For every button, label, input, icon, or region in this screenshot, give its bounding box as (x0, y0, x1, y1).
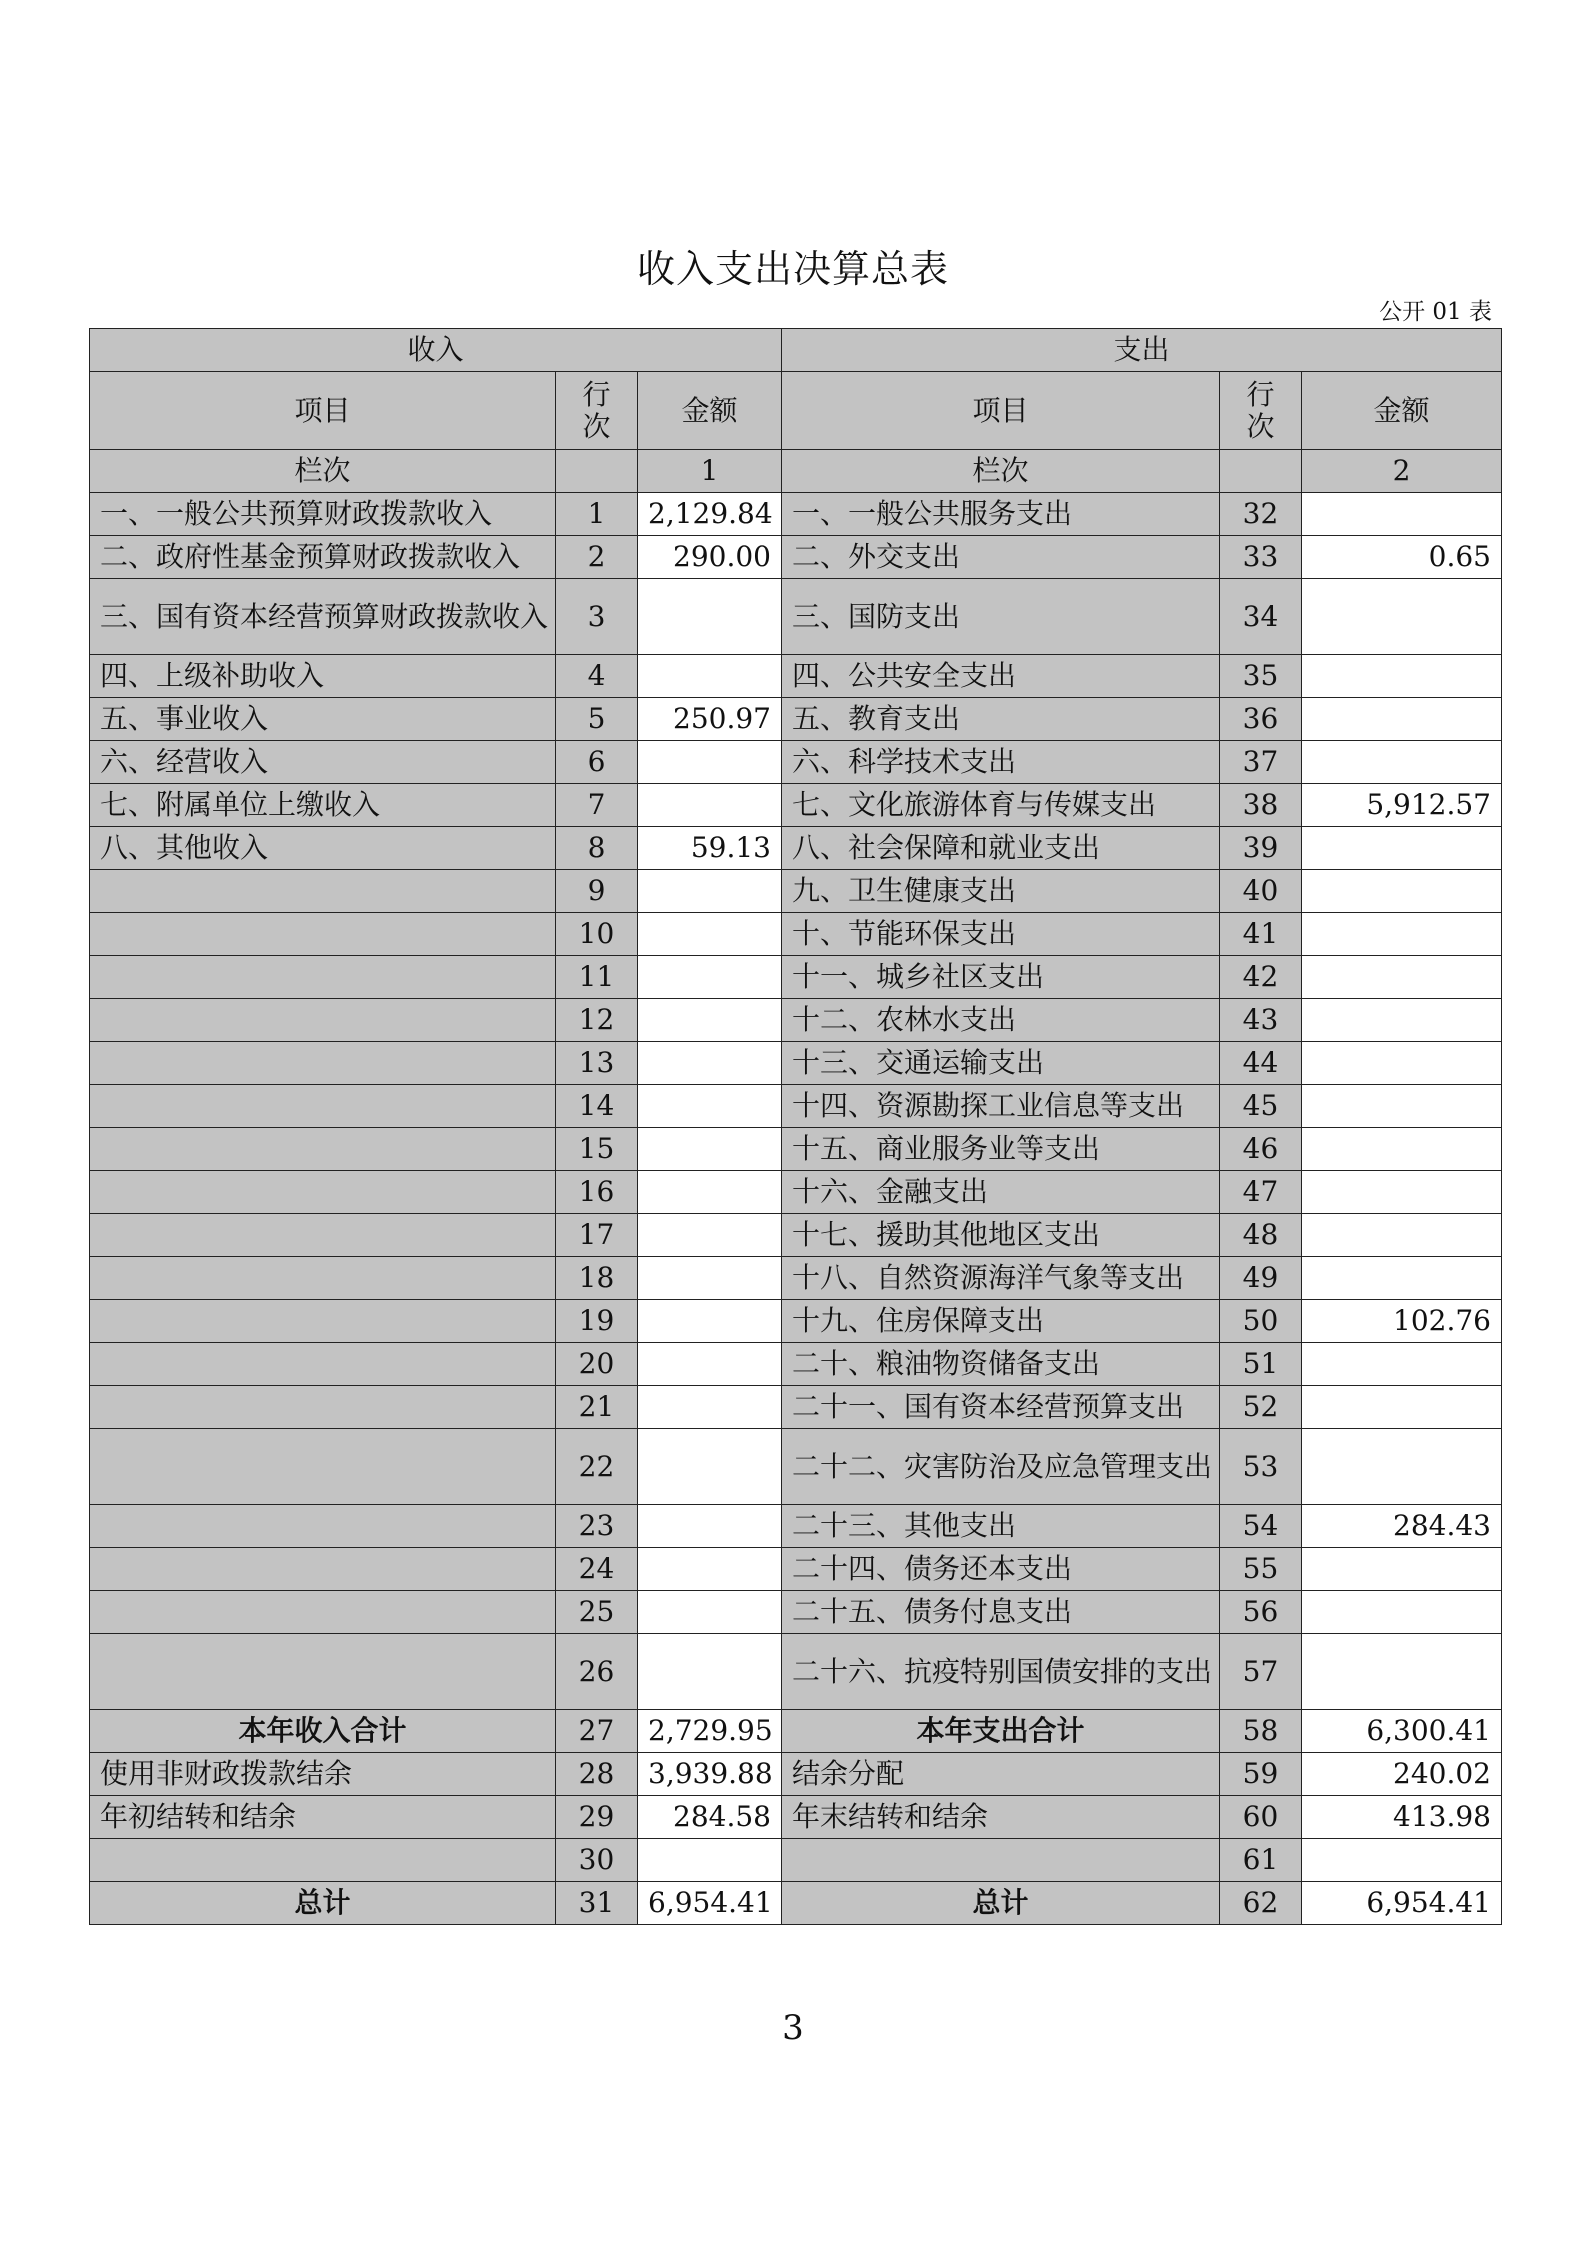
income-row-no: 12 (556, 999, 638, 1042)
income-item: 八、其他收入 (90, 827, 556, 870)
income-item (90, 1548, 556, 1591)
blank-row (90, 1839, 1502, 1882)
grand-total-expense-label: 总计 (782, 1882, 1220, 1925)
expense-amount (1302, 827, 1502, 870)
income-item (90, 1505, 556, 1548)
income-amount: 2,129.84 (638, 493, 782, 536)
grand-total-income-no: 31 (556, 1882, 638, 1925)
expense-amount: 0.65 (1302, 536, 1502, 579)
income-item (90, 1343, 556, 1386)
table-row (90, 655, 1502, 698)
expense-row-no: 49 (1220, 1257, 1302, 1300)
table-row (90, 784, 1502, 827)
income-total-amount: 2,729.95 (638, 1710, 782, 1753)
expense-amount (1302, 1128, 1502, 1171)
table-code: 公开 01 表 (1379, 299, 1492, 325)
expense-row-no: 47 (1220, 1171, 1302, 1214)
income-amount (638, 1085, 782, 1128)
row-no-header-top: 行 (1246, 377, 1275, 411)
section-header-row (90, 329, 1502, 372)
expense-row-no: 43 (1220, 999, 1302, 1042)
table-row (90, 1343, 1502, 1386)
expense-item: 四、公共安全支出 (782, 655, 1220, 698)
expense-item: 六、科学技术支出 (782, 741, 1220, 784)
expense-amount (1302, 655, 1502, 698)
income-row-no: 11 (556, 956, 638, 999)
expense-row-no: 42 (1220, 956, 1302, 999)
table-row (90, 999, 1502, 1042)
expense-row-no: 56 (1220, 1591, 1302, 1634)
income-row-no: 24 (556, 1548, 638, 1591)
non-fiscal-balance-amount: 3,939.88 (638, 1753, 782, 1796)
income-row-no: 7 (556, 784, 638, 827)
expense-amount: 5,912.57 (1302, 784, 1502, 827)
begin-carryover-label: 年初结转和结余 (90, 1796, 556, 1839)
expense-column-number: 2 (1302, 450, 1502, 493)
income-amount (638, 956, 782, 999)
income-item (90, 913, 556, 956)
income-row-no: 14 (556, 1085, 638, 1128)
income-item: 三、国有资本经营预算财政拨款收入 (90, 579, 556, 655)
income-item (90, 999, 556, 1042)
begin-carryover-amount: 284.58 (638, 1796, 782, 1839)
income-row-no: 21 (556, 1386, 638, 1429)
table-row (90, 579, 1502, 655)
expense-item: 二十三、其他支出 (782, 1505, 1220, 1548)
balance-row (90, 1753, 1502, 1796)
expense-amount (1302, 1634, 1502, 1710)
expense-item: 十三、交通运输支出 (782, 1042, 1220, 1085)
income-item: 五、事业收入 (90, 698, 556, 741)
grand-total-income-amount: 6,954.41 (638, 1882, 782, 1925)
end-carryover-no: 60 (1220, 1796, 1302, 1839)
income-total-no: 27 (556, 1710, 638, 1753)
annual-total-row (90, 1710, 1502, 1753)
table-row (90, 913, 1502, 956)
expense-item-header: 项目 (782, 372, 1220, 450)
income-row-no: 10 (556, 913, 638, 956)
expense-row-no: 48 (1220, 1214, 1302, 1257)
table-row (90, 1300, 1502, 1343)
expense-item: 三、国防支出 (782, 579, 1220, 655)
blank-income-amount (638, 1839, 782, 1882)
expense-item: 十九、住房保障支出 (782, 1300, 1220, 1343)
grand-total-expense-amount: 6,954.41 (1302, 1882, 1502, 1925)
income-amount (638, 1042, 782, 1085)
income-item (90, 1386, 556, 1429)
income-item: 六、经营收入 (90, 741, 556, 784)
income-item (90, 1085, 556, 1128)
income-item: 四、上级补助收入 (90, 655, 556, 698)
expense-row-no: 53 (1220, 1429, 1302, 1505)
blank-expense-amount (1302, 1839, 1502, 1882)
income-amount: 290.00 (638, 536, 782, 579)
expense-amount (1302, 1085, 1502, 1128)
expense-amount (1302, 1214, 1502, 1257)
income-amount: 250.97 (638, 698, 782, 741)
carryover-row (90, 1796, 1502, 1839)
expense-amount (1302, 579, 1502, 655)
income-amount (638, 1214, 782, 1257)
table-row (90, 827, 1502, 870)
expense-amount (1302, 698, 1502, 741)
income-amount-header: 金额 (638, 372, 782, 450)
expense-row-no-header (1220, 372, 1302, 450)
income-item (90, 1214, 556, 1257)
expense-item: 十八、自然资源海洋气象等支出 (782, 1257, 1220, 1300)
expense-amount (1302, 1429, 1502, 1505)
surplus-distribution-label: 结余分配 (782, 1753, 1220, 1796)
expense-item: 十六、金融支出 (782, 1171, 1220, 1214)
income-item (90, 1257, 556, 1300)
blank-expense-no: 61 (1220, 1839, 1302, 1882)
income-column-label: 栏次 (90, 450, 556, 493)
expense-item: 二十四、债务还本支出 (782, 1548, 1220, 1591)
income-item (90, 1591, 556, 1634)
table-row (90, 1634, 1502, 1710)
expense-row-no: 41 (1220, 913, 1302, 956)
blank-income-item (90, 1839, 556, 1882)
table-row (90, 956, 1502, 999)
grand-total-row (90, 1882, 1502, 1925)
table-row (90, 1591, 1502, 1634)
expense-column-label: 栏次 (782, 450, 1220, 493)
income-amount (638, 1548, 782, 1591)
expense-row-no: 51 (1220, 1343, 1302, 1386)
table-row (90, 1505, 1502, 1548)
expense-row-no: 39 (1220, 827, 1302, 870)
expense-amount (1302, 870, 1502, 913)
expense-amount (1302, 1548, 1502, 1591)
expense-row-no: 54 (1220, 1505, 1302, 1548)
expense-amount (1302, 913, 1502, 956)
income-row-no: 20 (556, 1343, 638, 1386)
expense-row-no: 57 (1220, 1634, 1302, 1710)
table-row (90, 1085, 1502, 1128)
income-row-no: 3 (556, 579, 638, 655)
income-item (90, 1300, 556, 1343)
income-column-blank (556, 450, 638, 493)
table-row (90, 870, 1502, 913)
expense-item: 十、节能环保支出 (782, 913, 1220, 956)
income-row-no-header (556, 372, 638, 450)
income-row-no: 16 (556, 1171, 638, 1214)
income-row-no: 13 (556, 1042, 638, 1085)
income-item (90, 1429, 556, 1505)
expense-row-no: 52 (1220, 1386, 1302, 1429)
income-row-no: 4 (556, 655, 638, 698)
expense-row-no: 37 (1220, 741, 1302, 784)
income-amount (638, 1300, 782, 1343)
income-amount (638, 1386, 782, 1429)
surplus-distribution-amount: 240.02 (1302, 1753, 1502, 1796)
income-amount (638, 1171, 782, 1214)
expense-item: 二十一、国有资本经营预算支出 (782, 1386, 1220, 1429)
expense-row-no: 35 (1220, 655, 1302, 698)
table-row (90, 1042, 1502, 1085)
expense-item: 二十五、债务付息支出 (782, 1591, 1220, 1634)
expense-amount (1302, 741, 1502, 784)
income-amount (638, 1505, 782, 1548)
expense-item: 七、文化旅游体育与传媒支出 (782, 784, 1220, 827)
income-amount (638, 913, 782, 956)
expense-section-header: 支出 (782, 329, 1502, 372)
expense-item: 二十、粮油物资储备支出 (782, 1343, 1220, 1386)
expense-item: 二十二、灾害防治及应急管理支出 (782, 1429, 1220, 1505)
income-amount (638, 1128, 782, 1171)
page-number: 3 (782, 2008, 804, 2048)
income-item (90, 870, 556, 913)
income-item: 一、一般公共预算财政拨款收入 (90, 493, 556, 536)
totals-body (90, 1710, 1502, 1925)
income-row-no: 9 (556, 870, 638, 913)
income-row-no: 2 (556, 536, 638, 579)
income-row-no: 6 (556, 741, 638, 784)
table-row (90, 536, 1502, 579)
income-amount (638, 784, 782, 827)
expense-row-no: 44 (1220, 1042, 1302, 1085)
income-row-no: 25 (556, 1591, 638, 1634)
expense-item: 十二、农林水支出 (782, 999, 1220, 1042)
income-row-no: 1 (556, 493, 638, 536)
expense-amount (1302, 1591, 1502, 1634)
expense-amount: 284.43 (1302, 1505, 1502, 1548)
income-amount (638, 1591, 782, 1634)
expense-amount (1302, 1171, 1502, 1214)
blank-income-no: 30 (556, 1839, 638, 1882)
income-item (90, 1128, 556, 1171)
expense-amount (1302, 999, 1502, 1042)
expense-amount (1302, 1257, 1502, 1300)
non-fiscal-balance-no: 28 (556, 1753, 638, 1796)
expense-row-no: 40 (1220, 870, 1302, 913)
income-expense-table (89, 328, 1502, 1925)
expense-item: 十四、资源勘探工业信息等支出 (782, 1085, 1220, 1128)
table-row (90, 493, 1502, 536)
income-row-no: 22 (556, 1429, 638, 1505)
expense-item: 十五、商业服务业等支出 (782, 1128, 1220, 1171)
expense-amount: 102.76 (1302, 1300, 1502, 1343)
income-item (90, 1171, 556, 1214)
expense-amount (1302, 493, 1502, 536)
income-row-no: 23 (556, 1505, 638, 1548)
income-row-no: 19 (556, 1300, 638, 1343)
income-item: 二、政府性基金预算财政拨款收入 (90, 536, 556, 579)
income-row-no: 18 (556, 1257, 638, 1300)
income-item (90, 1042, 556, 1085)
expense-item: 二、外交支出 (782, 536, 1220, 579)
income-row-no: 8 (556, 827, 638, 870)
grand-total-expense-no: 62 (1220, 1882, 1302, 1925)
income-row-no: 17 (556, 1214, 638, 1257)
income-amount (638, 1429, 782, 1505)
page-title: 收入支出决算总表 (636, 247, 949, 291)
table-body (90, 329, 1502, 1710)
row-no-header-top: 行 (582, 377, 611, 411)
expense-column-blank (1220, 450, 1302, 493)
expense-item: 二十六、抗疫特别国债安排的支出 (782, 1634, 1220, 1710)
grand-total-income-label: 总计 (90, 1882, 556, 1925)
expense-item: 五、教育支出 (782, 698, 1220, 741)
table-row (90, 1257, 1502, 1300)
expense-row-no: 45 (1220, 1085, 1302, 1128)
expense-item: 八、社会保障和就业支出 (782, 827, 1220, 870)
expense-row-no: 50 (1220, 1300, 1302, 1343)
table-row (90, 1171, 1502, 1214)
expense-row-no: 34 (1220, 579, 1302, 655)
table-row (90, 1214, 1502, 1257)
income-row-no: 5 (556, 698, 638, 741)
expense-amount (1302, 956, 1502, 999)
income-item (90, 1634, 556, 1710)
non-fiscal-balance-label: 使用非财政拨款结余 (90, 1753, 556, 1796)
income-amount (638, 870, 782, 913)
surplus-distribution-no: 59 (1220, 1753, 1302, 1796)
expense-row-no: 33 (1220, 536, 1302, 579)
income-amount (638, 741, 782, 784)
income-amount (638, 579, 782, 655)
column-number-row (90, 450, 1502, 493)
income-amount: 59.13 (638, 827, 782, 870)
expense-item: 十一、城乡社区支出 (782, 956, 1220, 999)
income-row-no: 26 (556, 1634, 638, 1710)
expense-row-no: 55 (1220, 1548, 1302, 1591)
blank-expense-item (782, 1839, 1220, 1882)
income-amount (638, 999, 782, 1042)
income-column-number: 1 (638, 450, 782, 493)
expense-total-label: 本年支出合计 (782, 1710, 1220, 1753)
row-no-header-bottom: 次 (582, 409, 611, 443)
expense-amount (1302, 1386, 1502, 1429)
income-item: 七、附属单位上缴收入 (90, 784, 556, 827)
income-section-header: 收入 (90, 329, 782, 372)
expense-total-amount: 6,300.41 (1302, 1710, 1502, 1753)
expense-item: 十七、援助其他地区支出 (782, 1214, 1220, 1257)
begin-carryover-no: 29 (556, 1796, 638, 1839)
income-item (90, 956, 556, 999)
expense-amount (1302, 1042, 1502, 1085)
table-row (90, 698, 1502, 741)
expense-total-no: 58 (1220, 1710, 1302, 1753)
expense-row-no: 36 (1220, 698, 1302, 741)
expense-item: 九、卫生健康支出 (782, 870, 1220, 913)
income-amount (638, 1634, 782, 1710)
income-item-header: 项目 (90, 372, 556, 450)
table-row (90, 1128, 1502, 1171)
expense-row-no: 38 (1220, 784, 1302, 827)
income-amount (638, 655, 782, 698)
expense-amount (1302, 1343, 1502, 1386)
income-row-no: 15 (556, 1128, 638, 1171)
table-row (90, 1386, 1502, 1429)
table-row (90, 741, 1502, 784)
column-header-row (90, 372, 1502, 450)
expense-row-no: 46 (1220, 1128, 1302, 1171)
row-no-header-bottom: 次 (1246, 409, 1275, 443)
income-amount (638, 1343, 782, 1386)
income-amount (638, 1257, 782, 1300)
income-total-label: 本年收入合计 (90, 1710, 556, 1753)
expense-amount-header: 金额 (1302, 372, 1502, 450)
expense-row-no: 32 (1220, 493, 1302, 536)
table-row (90, 1429, 1502, 1505)
table-row (90, 1548, 1502, 1591)
end-carryover-label: 年末结转和结余 (782, 1796, 1220, 1839)
end-carryover-amount: 413.98 (1302, 1796, 1502, 1839)
expense-item: 一、一般公共服务支出 (782, 493, 1220, 536)
